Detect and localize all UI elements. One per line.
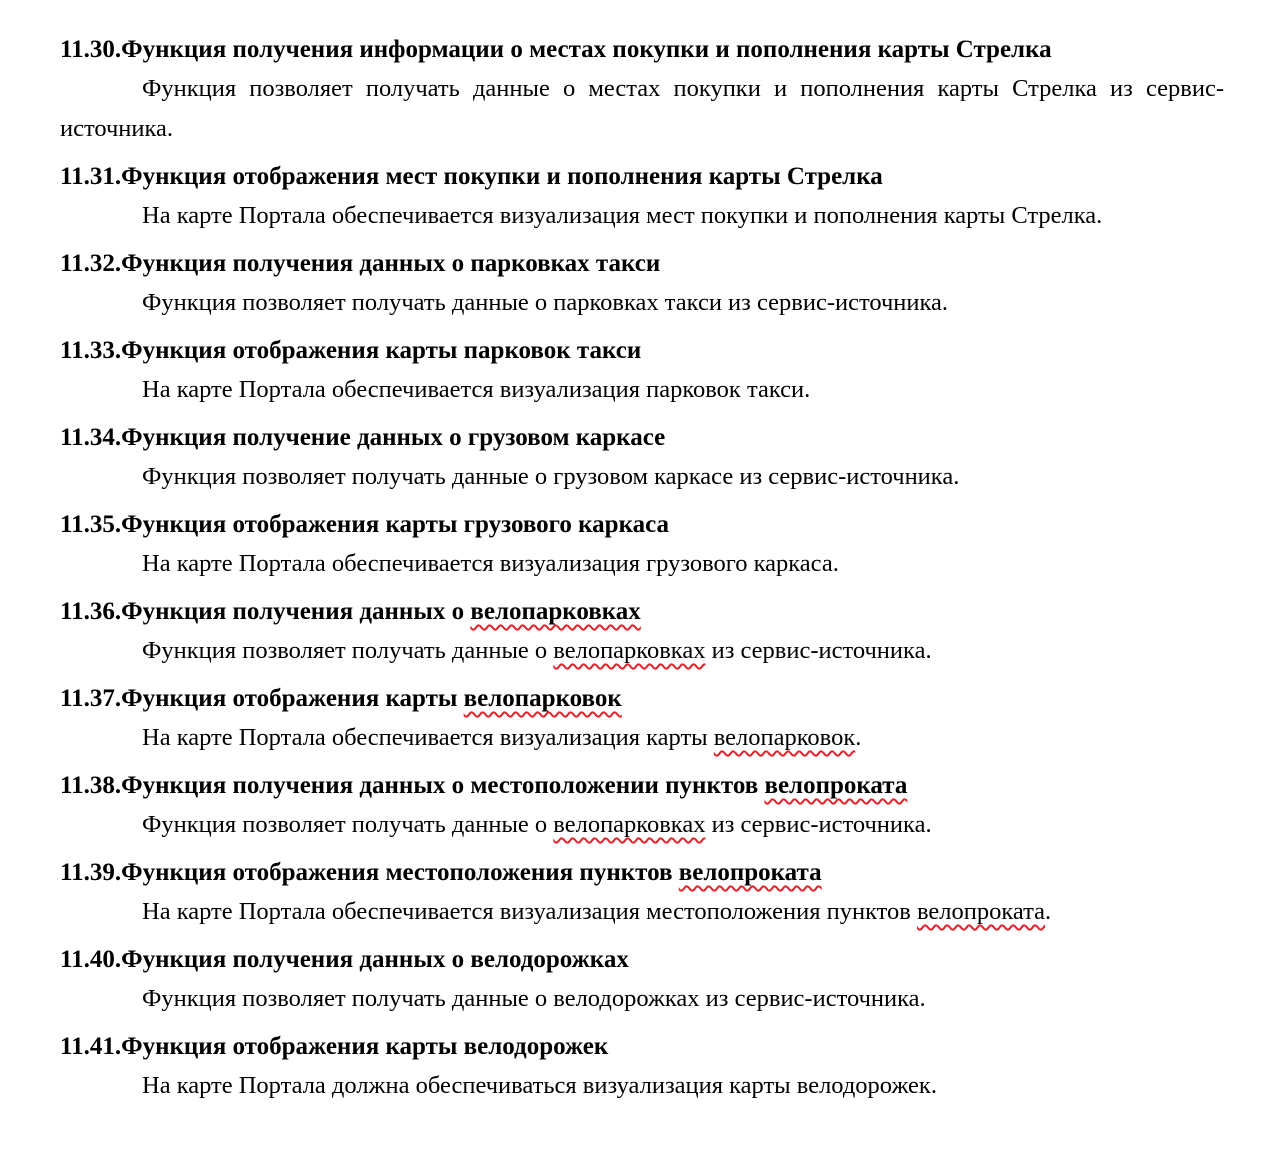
- text-run: Функция позволяет получать данные о грузовом каркасе из сервис-источника.: [142, 463, 960, 490]
- section-heading: [60, 1028, 1224, 1066]
- text-run: Функция получения данных о парковках такси: [121, 250, 661, 277]
- section-heading: [60, 332, 1224, 370]
- section-heading: [60, 767, 1224, 805]
- section-body: [60, 370, 1224, 410]
- section-heading: [60, 31, 1224, 69]
- section-11-38: [60, 767, 1224, 845]
- section-11-30: [60, 31, 1224, 149]
- section-11-40: [60, 941, 1224, 1019]
- text-run: На карте Портала обеспечивается визуализация грузового каркаса.: [142, 550, 839, 577]
- text-run: Функция отображения местоположения пунктов: [121, 859, 679, 886]
- text-run: Функция отображения карты грузового каркаса: [121, 511, 670, 538]
- section-heading: [60, 506, 1224, 544]
- text-run: Функция позволяет получать данные о парковках такси из сервис-источника.: [142, 289, 949, 316]
- section-heading: [60, 593, 1224, 631]
- section-11-35: [60, 506, 1224, 584]
- spellcheck-word: велопарковках: [553, 637, 706, 664]
- text-run: На карте Портала обеспечивается визуализация местоположения пунктов: [142, 898, 917, 925]
- section-number: 11.33.: [60, 337, 122, 364]
- section-11-39: [60, 854, 1224, 932]
- spellcheck-word: велопроката: [678, 859, 822, 886]
- text-run: Функция позволяет получать данные о: [142, 811, 554, 838]
- spellcheck-word: велопарковок: [463, 685, 622, 712]
- text-run: На карте Портала должна обеспечиваться визуализация карты велодорожек.: [142, 1072, 937, 1099]
- section-number: 11.31.: [60, 163, 122, 190]
- section-11-41: [60, 1028, 1224, 1106]
- section-number: 11.37.: [60, 685, 122, 712]
- text-run: Функция отображения карты парковок такси: [121, 337, 642, 364]
- text-run: На карте Портала обеспечивается визуализация карты: [142, 724, 714, 751]
- spellcheck-word: велопроката: [764, 772, 908, 799]
- text-run: Функция получения данных о: [121, 598, 471, 625]
- section-number: 11.36.: [60, 598, 122, 625]
- text-run: из сервис-источника.: [705, 637, 932, 664]
- section-number: 11.41.: [60, 1033, 122, 1060]
- section-body: [60, 892, 1224, 932]
- text-run: Функция отображения мест покупки и пополнения карты Стрелка: [121, 163, 883, 190]
- section-heading: [60, 158, 1224, 196]
- section-body: [60, 631, 1224, 671]
- document-page: [60, 31, 1224, 1115]
- section-11-32: [60, 245, 1224, 323]
- section-body: [60, 457, 1224, 497]
- text-run: На карте Портала обеспечивается визуализация мест покупки и пополнения карты Стрелка.: [142, 202, 1103, 229]
- spellcheck-word: велопроката: [917, 898, 1046, 925]
- section-body: [60, 196, 1224, 236]
- spellcheck-word: велопарковок: [713, 724, 856, 751]
- section-11-31: [60, 158, 1224, 236]
- section-heading: [60, 245, 1224, 283]
- section-body: [60, 979, 1224, 1019]
- section-heading: [60, 854, 1224, 892]
- section-heading: [60, 941, 1224, 979]
- text-run: Функция позволяет получать данные о велодорожках из сервис-источника.: [142, 985, 926, 1012]
- text-run: .: [855, 724, 862, 751]
- section-body: [60, 69, 1224, 149]
- section-number: 11.30.: [60, 36, 122, 63]
- section-11-37: [60, 680, 1224, 758]
- section-heading: [60, 419, 1224, 457]
- section-number: 11.35.: [60, 511, 122, 538]
- text-run: .: [1045, 898, 1052, 925]
- text-run: Функция отображения карты: [121, 685, 464, 712]
- section-11-34: [60, 419, 1224, 497]
- text-run: Функция получение данных о грузовом каркасе: [121, 424, 666, 451]
- text-run: Функция получения данных о велодорожках: [121, 946, 629, 973]
- text-run: из сервис-источника.: [705, 811, 932, 838]
- text-run: Функция отображения карты велодорожек: [121, 1033, 609, 1060]
- section-body: [60, 718, 1224, 758]
- section-body: [60, 283, 1224, 323]
- section-number: 11.39.: [60, 859, 122, 886]
- section-body: [60, 544, 1224, 584]
- spellcheck-word: велопарковках: [553, 811, 706, 838]
- section-11-33: [60, 332, 1224, 410]
- text-run: Функция получения информации о местах покупки и пополнения карты Стрелка: [121, 36, 1052, 63]
- section-number: 11.32.: [60, 250, 122, 277]
- text-run: Функция позволяет получать данные о местах покупки и пополнения карты Стрелка из сервис-источника.: [60, 75, 1224, 142]
- section-body: [60, 805, 1224, 845]
- section-number: 11.40.: [60, 946, 122, 973]
- text-run: Функция получения данных о местоположении пунктов: [121, 772, 765, 799]
- text-run: На карте Портала обеспечивается визуализация парковок такси.: [142, 376, 811, 403]
- section-11-36: [60, 593, 1224, 671]
- section-number: 11.38.: [60, 772, 122, 799]
- section-body: [60, 1066, 1224, 1106]
- section-heading: [60, 680, 1224, 718]
- text-run: Функция позволяет получать данные о: [142, 637, 554, 664]
- section-number: 11.34.: [60, 424, 122, 451]
- spellcheck-word: велопарковках: [470, 598, 641, 625]
